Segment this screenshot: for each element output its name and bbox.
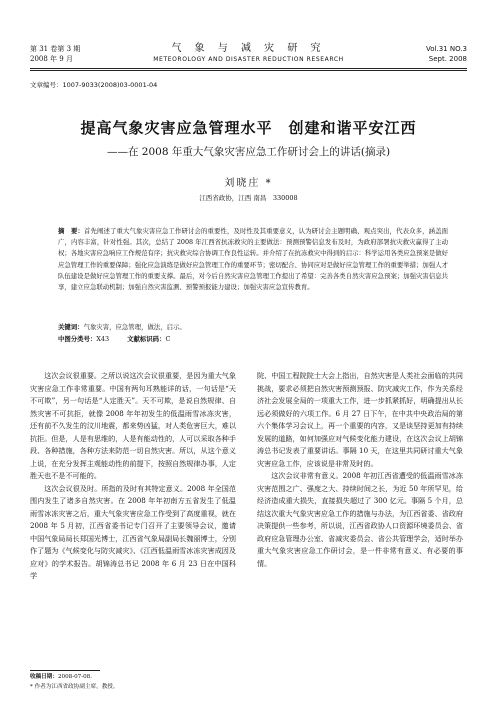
- received-value: 2008-07-08.: [57, 674, 93, 680]
- journal-name-en: METEOROLOGY AND DISASTER REDUCTION RESEARCH: [153, 56, 344, 63]
- abstract-label: 摘 要：: [58, 227, 85, 235]
- clc-label: 中图分类号：: [58, 335, 97, 343]
- header-rule-thin: [30, 70, 467, 71]
- body-column-right: [257, 370, 463, 570]
- issue-date: 2008 年 9 月: [30, 55, 73, 63]
- doc-code-label: 文献标识码：: [127, 335, 166, 343]
- volume-issue-en: Vol.31 NO.3: [426, 45, 467, 53]
- keywords-text: 气象灾害，应急管理，做法，启示。: [83, 323, 186, 331]
- body-paragraph: 这次会议很及时。所指的及时有其特定意义。2008 年全国范围内发生了诸多自然灾害。在 2008 年年初南方五省发生了低温雨雪冰冻灾害之后，重大气象灾害应急工作受到了高度重视，就在 2008 年 5 月初，江西省委书记专门召开了主要领导会议，邀请中国气象局局长郑国光博士，江西省气象局副局长魏丽博士，分别作了题为《气候变化与防灾减灾》、《江西低温雨雪冰冻灾害成因及应对》的学术报告。胡锦涛总书记 2008 年 6 月 23 日在中国科学: [30, 483, 236, 580]
- received-date: [30, 673, 250, 682]
- journal-name-cn: 气 象 与 减 灾 研 究: [171, 43, 326, 54]
- body-paragraph: 这次会议非常有意义。2008 年初江西省遭受的低温雨雪冰冻灾害范围之广、强度之大、持续时间之长，为近 50 年所罕见，给经济造成重大损失，直接损失超过了 300 亿元。事隔 5 个月，总结这次重大气象灾害应急工作的措施与办法，为江西省委、省政府决策提供一些参考，所以说，江西省政协人口资源环境委员会、省政府应急管理办公室、省减灾委员会、省公共管理学会，适时举办重大气象灾害应急工作研讨会，是一件非常有意义、有必要的事情。: [257, 471, 463, 568]
- clc-value: X43: [96, 335, 110, 343]
- body-paragraph: 院、中国工程院院士大会上指出，自然灾害是人类社会面临的共同挑战，要求必须把自然灾害预测预报、防灾减灾工作，作为关系经济社会发展全局的一项重大工作，进一步抓紧抓好，明确提出从长远必须做好的六项工作。6 月 27 日下午，在中共中央政治局的第六个集体学习会议上，再一个重要的内容，又是谈坚持更加有持续发展的道路，如何加强应对气候变化能力建设，在这次会议上胡锦涛总书记发表了重要讲话。事隔 10 天，在这里共同研讨重大气象灾害应急工作，应该说是非常及时的。: [257, 371, 463, 468]
- author-affiliation: 江西省政协，江西 南昌 330008: [199, 194, 298, 202]
- author-name: 刘晓庄 *: [224, 178, 273, 189]
- issue-date-en: Sept. 2008: [428, 55, 467, 63]
- received-label: 收稿日期：: [30, 674, 58, 680]
- article-title: 提高气象灾害应急管理水平 创建和谐平安江西: [80, 119, 417, 137]
- volume-issue: 第 31 卷第 3 期: [30, 45, 81, 53]
- body-paragraph: 这次会议很重要。之所以说这次会议很重要，是因为重大气象灾害应急工作非常重要。中国有两句耳熟能详的话，一句话是“天不可欺”，另一句话是“人定胜天”。天不可欺，是说自然规律、自然灾害不可抗拒，就像 2008 年年初发生的低温雨雪冰冻灾害，还有前不久发生的汶川地震，都来势凶猛，对人类危害巨大，难以抗拒。但是，人是有思维的，人是有能动性的，人可以采取各种手段、各种措施，各种方法来防范一切自然灾害。所以，从这个意义上说，在充分发挥主观能动性的前提下，按照自然规律办事，人定胜天也不是不可能的。: [30, 371, 236, 480]
- journal-name: [0, 43, 497, 64]
- abstract: [58, 226, 448, 293]
- author-footnote: * 作者为江西省政协副主席，教授。: [30, 684, 119, 690]
- footnote-rule: [30, 670, 100, 671]
- header-rule: [30, 68, 467, 69]
- article-subtitle: ——在 2008 年重大气象灾害应急工作研讨会上的讲话(摘录): [106, 146, 391, 158]
- article-number: 文章编号：1007-9033(2008)03-0001-04: [30, 81, 158, 89]
- keywords-label: 关键词：: [58, 323, 84, 331]
- issue-info-en: [426, 44, 467, 64]
- body-column-left: [30, 370, 236, 583]
- doc-code-value: C: [165, 335, 171, 343]
- classification: [58, 334, 448, 345]
- keywords: [58, 322, 448, 333]
- abstract-text: 首先阐述了重大气象灾害应急工作研讨会的重要性，及时性及其重要意义，认为研讨会主题明确、观点突出，代表众多，涵盖面广，内容丰富，针对性强。其次，总结了 2008 年江西省抗冻救灾的主要做法：预测预警信息发布及时，为政府部署抗灾救灾赢得了主动权；各地灾害应急响应工作规范有序；抗灾救灾综合协调工作良性运转。并介绍了在抗冻救灾中得到的启示：科学运用各类应急预案是做好应急管理工作的重要保障；强化应急演练是做好应急管理工作的重要环节；密切配合、协同应对是做好应急管理工作的重要举措；加强人才队伍建设是做好应急管理工作的重要支撑。最后，对今后自然灾害应急管理工作提出了希望：完善各类自然灾害应急预案；加强灾害信息共享，建立应急联动机制；加强自然灾害监测、预警预报能力建设；加强灾害应急宣传教育。: [58, 227, 449, 292]
